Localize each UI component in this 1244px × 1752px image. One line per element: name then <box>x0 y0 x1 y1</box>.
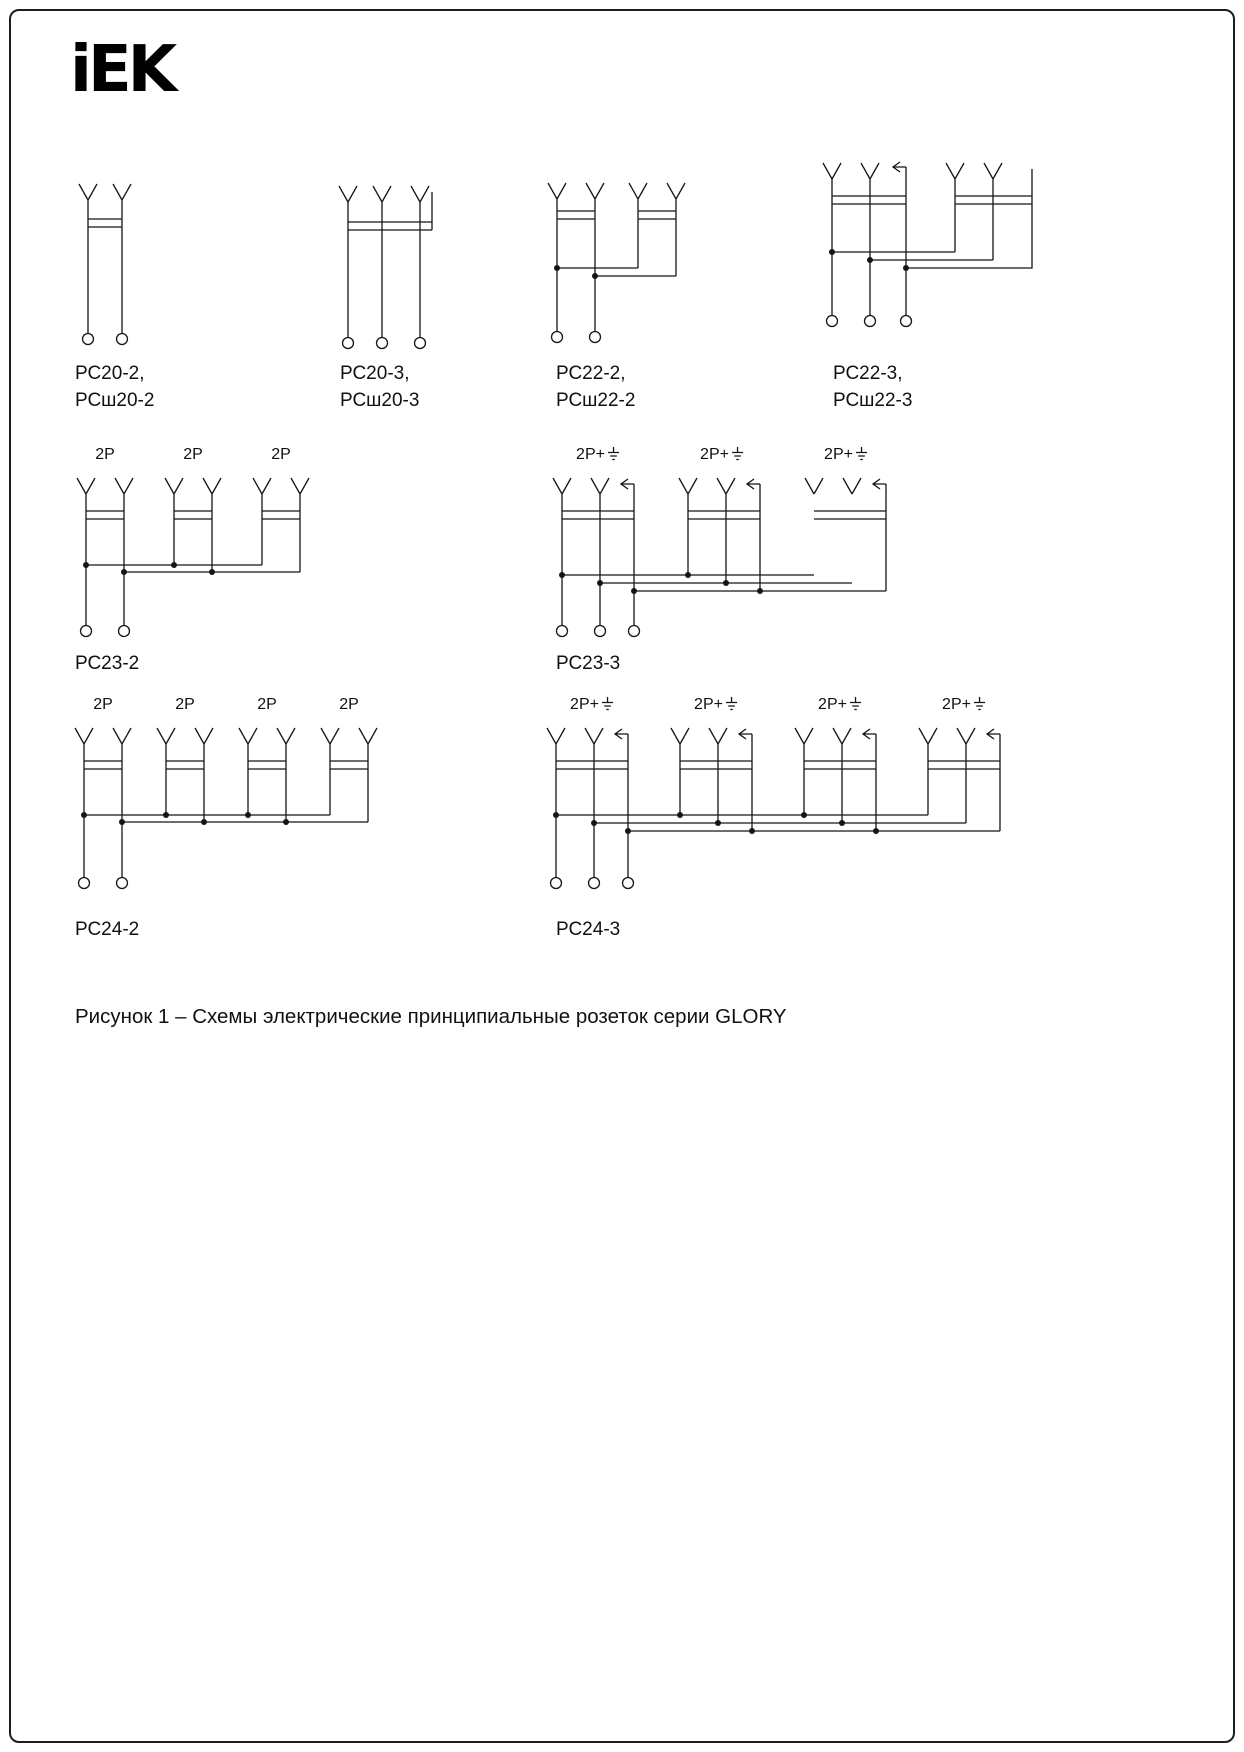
junction-dot <box>903 265 909 271</box>
junction-dot <box>245 812 251 818</box>
pole-label <box>257 696 277 714</box>
terminal-circle <box>827 316 838 327</box>
pole-label <box>576 446 620 464</box>
wires <box>77 478 309 626</box>
pole-label-text: 2P+ <box>824 446 853 463</box>
wires <box>823 162 1032 316</box>
junction-dot <box>591 820 597 826</box>
pole-label <box>818 696 862 714</box>
pole-label-text: 2P <box>95 446 115 463</box>
pole-label-text: 2P+ <box>570 696 599 713</box>
wires <box>553 478 886 626</box>
pole-label-text: 2P <box>183 446 203 463</box>
pole-label-text: 2P <box>93 696 113 713</box>
junction-dot <box>677 812 683 818</box>
pole-label-text: 2P <box>339 696 359 713</box>
schematic-pc24-3 <box>547 728 1000 889</box>
junction-dot <box>685 572 691 578</box>
junction-dot <box>201 819 207 825</box>
pole-label <box>93 696 113 714</box>
terminal-circle <box>551 878 562 889</box>
junction-dot <box>559 572 565 578</box>
terminal-circle <box>629 626 640 637</box>
earth-icon <box>725 696 738 711</box>
terminal-circle <box>119 626 130 637</box>
junction-dot <box>867 257 873 263</box>
wires <box>75 728 377 878</box>
junction-dot <box>715 820 721 826</box>
label-pc24-2 <box>75 916 139 943</box>
terminal-circle <box>557 626 568 637</box>
pole-label <box>271 446 291 464</box>
label-pc22-2 <box>556 360 635 414</box>
label-line: РСш22-2 <box>556 390 636 411</box>
earth-icon <box>607 446 620 461</box>
junction-dot <box>209 569 215 575</box>
junction-dot <box>749 828 755 834</box>
label-line: РС20-3, <box>340 363 410 384</box>
terminal-circle <box>552 332 563 343</box>
label-line: РСш20-3 <box>340 390 420 411</box>
label-line: РС24-3 <box>556 919 621 940</box>
pole-label <box>339 696 359 714</box>
terminal-circle <box>343 338 354 349</box>
pole-label-text: 2P+ <box>576 446 605 463</box>
pole-label <box>570 696 614 714</box>
terminal-circle <box>623 878 634 889</box>
junction-dot <box>757 588 763 594</box>
terminal-circle <box>81 626 92 637</box>
junction-dot <box>83 562 89 568</box>
schematic-pc20-2 <box>79 184 131 345</box>
label-line: РСш22-3 <box>833 390 913 411</box>
label-pc23-2 <box>75 650 139 677</box>
schematic-pc22-2 <box>548 183 685 343</box>
pole-label-text: 2P+ <box>700 446 729 463</box>
pole-label-text: 2P <box>257 696 277 713</box>
junction-dot <box>119 819 125 825</box>
wires <box>548 183 685 332</box>
earth-icon <box>973 696 986 711</box>
junction-dot <box>283 819 289 825</box>
label-pc24-3 <box>556 916 620 943</box>
label-line: РСш20-2 <box>75 390 155 411</box>
terminal-circle <box>595 626 606 637</box>
pole-label <box>95 446 115 464</box>
junction-dot <box>723 580 729 586</box>
earth-icon <box>731 446 744 461</box>
pole-label <box>942 696 986 714</box>
label-pc20-3 <box>340 360 419 414</box>
junction-dot <box>81 812 87 818</box>
schematic-pc24-2 <box>75 728 377 889</box>
label-pc23-3 <box>556 650 620 677</box>
terminal-circle <box>589 878 600 889</box>
junction-dot <box>171 562 177 568</box>
junction-dot <box>873 828 879 834</box>
terminal-circle <box>901 316 912 327</box>
label-pc22-3 <box>833 360 912 414</box>
junction-dot <box>554 265 560 271</box>
wires <box>547 728 1000 878</box>
earth-icon <box>849 696 862 711</box>
figure-caption: Рисунок 1 – Схемы электрические принципиальные розеток серии GLORY <box>75 1005 787 1028</box>
pole-label-text: 2P <box>175 696 195 713</box>
junction-dot <box>163 812 169 818</box>
pole-label-text: 2P+ <box>942 696 971 713</box>
pole-label <box>694 696 738 714</box>
label-line: РС23-2 <box>75 653 140 674</box>
pole-label-text: 2P+ <box>694 696 723 713</box>
terminal-circle <box>415 338 426 349</box>
label-line: РС22-3, <box>833 363 903 384</box>
junction-dot <box>597 580 603 586</box>
terminal-circle <box>865 316 876 327</box>
terminal-circle <box>590 332 601 343</box>
label-line: РС24-2 <box>75 919 140 940</box>
junction-dot <box>631 588 637 594</box>
label-line: РС22-2, <box>556 363 626 384</box>
junction-dot <box>625 828 631 834</box>
terminal-circle <box>117 878 128 889</box>
earth-icon <box>601 696 614 711</box>
schematic-pc23-3 <box>553 478 886 637</box>
label-line: РС20-2, <box>75 363 145 384</box>
pole-label <box>824 446 868 464</box>
wires <box>79 184 131 334</box>
earth-icon <box>855 446 868 461</box>
iek-logo: iEK <box>70 33 174 107</box>
schematic-pc22-3 <box>823 162 1032 327</box>
schematic-pc23-2 <box>77 478 309 637</box>
terminal-circle <box>117 334 128 345</box>
junction-dot <box>592 273 598 279</box>
junction-dot <box>553 812 559 818</box>
pole-label-text: 2P+ <box>818 696 847 713</box>
terminal-circle <box>79 878 90 889</box>
label-line: РС23-3 <box>556 653 621 674</box>
schematic-pc20-3 <box>339 186 432 349</box>
junction-dot <box>839 820 845 826</box>
pole-label <box>700 446 744 464</box>
junction-dot <box>801 812 807 818</box>
junction-dot <box>829 249 835 255</box>
terminal-circle <box>377 338 388 349</box>
junction-dot <box>121 569 127 575</box>
terminal-circle <box>83 334 94 345</box>
pole-label <box>175 696 195 714</box>
label-pc20-2 <box>75 360 154 414</box>
pole-label <box>183 446 203 464</box>
wires <box>339 186 432 338</box>
pole-label-text: 2P <box>271 446 291 463</box>
